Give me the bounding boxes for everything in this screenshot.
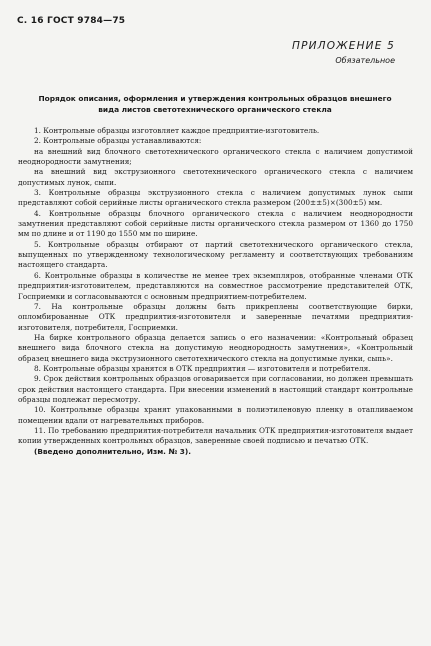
paragraph-9: 9. Срок действия контрольных образцов оговаривается при согласовании, но должен превышать срок действия настоящего стандарта. При внесении изменений в настоящий стандарт контрольные образцы подлежат пересмотру.	[18, 374, 413, 404]
paragraph-6: 6. Контрольные образцы в количестве не менее трех экземпляров, отобранные членами ОТК предприятия-изготовителем, представляются на совместное рассмотрение представителей ОТК, Госприемки и согласовываются с основным предприятием-потребителем.	[18, 270, 413, 301]
paragraph-11: 11. По требованию предприятия-потребителя начальник ОТК предприятия-изготовителя выдает копии утвержденных контрольных образцов, заверенные своей подписью и печатью ОТК.	[18, 425, 413, 446]
paragraph-10: 10. Контрольные образцы хранят упакованными в полиэтиленовую пленку в отапливаемом помещении вдали от нагревательных приборов.	[18, 405, 413, 425]
paragraph-4: 4. Контрольные образцы блочного органического стекла с наличием неоднородности замутнения представляют собой серийные листы органического стекла размером от 1360 до 1750 мм по длине и от 1190 до 1550 мм по ширине.	[18, 208, 413, 239]
appendix-subtitle: Обязательное	[335, 56, 395, 65]
paragraph-2a: на внешний вид блочного светотехнического органического стекла с наличием допустимой неоднородности замутнения;	[18, 146, 413, 167]
paragraph-1: 1. Контрольные образцы изготовляет каждое предприятие-изготовитель.	[34, 126, 320, 135]
document-body	[18, 126, 413, 457]
section-title-line-1: Порядок описания, оформления и утверждения контрольных образцов внешнего	[38, 94, 392, 103]
appendix-block	[292, 40, 395, 65]
page-header: С. 16 ГОСТ 9784—75	[17, 16, 126, 26]
paragraph-7: 7. На контрольные образцы должны быть прикреплены соответствующие бирки, опломбированные ОТК предприятия-изготовителя и заверенные печатями предприятия-изготовителя, потребителя, Госприемки.	[18, 301, 413, 332]
paragraph-5: 5. Контрольные образцы отбирают от партий светотехнического органического стекла, выпущенных по утвержденному технологическому регламенту и соответствующих требованиям настоящего стандарта.	[18, 239, 413, 270]
paragraph-2b: на внешний вид экструзионного светотехнического органического стекла с наличием допустимых лунок, сыпи.	[18, 167, 413, 187]
paragraph-8: 8. Контрольные образцы хранятся в ОТК предприятия — изготовителя и потребителя.	[34, 363, 371, 373]
appendix-title: ПРИЛОЖЕНИЕ 5	[292, 40, 395, 52]
paragraph-3: 3. Контрольные образцы экструзионного стекла с наличием допустимых лунок сыпи представляют собой серийные листы органического стекла размером (200±±5)×(300±5) мм.	[18, 188, 413, 208]
paragraph-7a: На бирке контрольного образца делается запись о его назначении: «Контрольный образец внешнего вида блочного стекла на допустимую неоднородность замутнения», «Контрольный образец внешнего вида экструзионного светотехнического стекла на допустимые лунки, сыпь».	[18, 332, 413, 363]
section-title	[25, 93, 405, 115]
paragraph-2: 2. Контрольные образцы устанавливаются:	[34, 136, 202, 146]
section-title-line-2: вида листов светотехнического органического стекла	[98, 105, 332, 114]
amendment-note: (Введено дополнительно, Изм. № 3).	[34, 446, 191, 456]
